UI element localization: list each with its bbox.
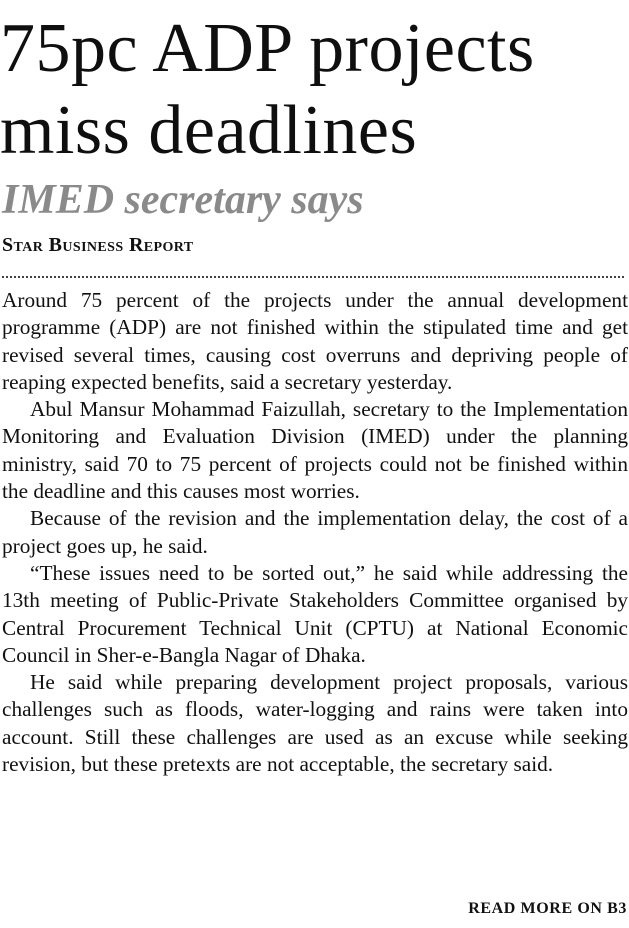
paragraph-5: He said while preparing development project proposals, various challenges such as floods, water-logging and rains were taken into account. Still these challenges are used as an excuse while seeking revision, but these pretexts are not acceptable, the secretary said. [2,670,628,777]
byline: Star Business Report [2,234,194,256]
dotted-divider [2,276,624,278]
paragraph-1: Around 75 percent of the projects under the annual development programme (ADP) are not finished within the stipulated time and get revised several times, causing cost overruns and depriving people of reaping expected benefits, said a secretary yesterday. [2,288,628,394]
kicker-subheadline: IMED secretary says [2,177,364,223]
paragraph-4: “These issues need to be sorted out,” he said while addressing the 13th meeting of Public-Private Stakeholders Committee organised by Central Procurement Technical Unit (CPTU) at National Economic Council in Sher-e-Bangla Nagar of Dhaka. [2,560,628,667]
read-more-jump: READ MORE ON B3 [468,900,627,917]
headline: 75pc ADP projects miss deadlines [0,10,535,169]
paragraph-2: Abul Mansur Mohammad Faizullah, secretary to the Implementation Monitoring and Evaluation Division (IMED) under the planning ministry, said 70 to 75 percent of projects could not be finished within the deadline and this causes most worries. [2,397,628,504]
article-body [2,287,628,778]
paragraph-3: Because of the revision and the implementation delay, the cost of a project goes up, he said. [2,506,628,558]
